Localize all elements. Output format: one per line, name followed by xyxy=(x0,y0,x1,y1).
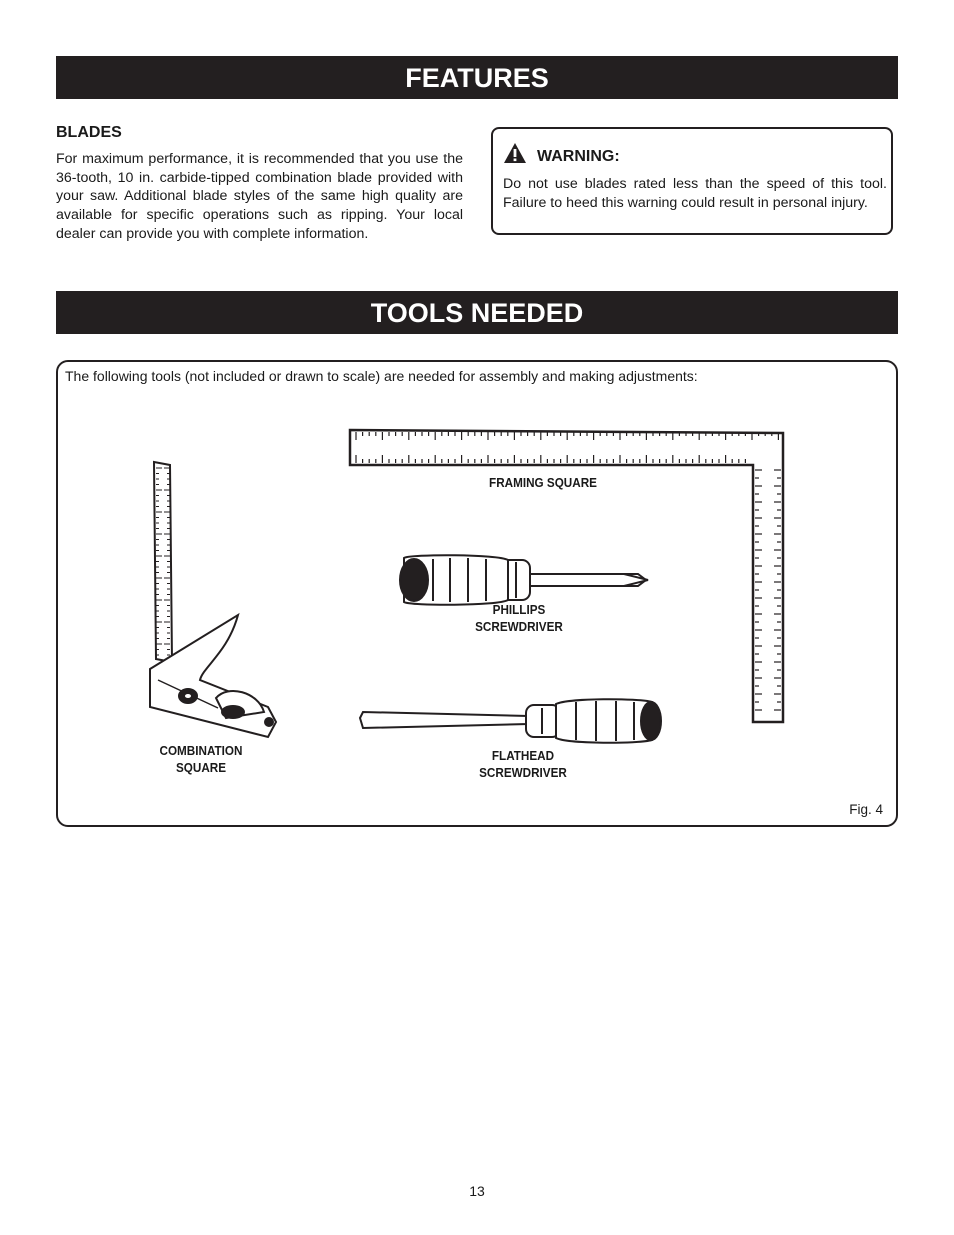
warning-text: Do not use blades rated less than the speed of this tool. Failure to heed this warning could result in personal injury. xyxy=(503,176,887,211)
flathead-screwdriver-drawing xyxy=(360,699,661,743)
tools-intro-text: The following tools (not included or drawn to scale) are needed for assembly and making adjustments: xyxy=(65,368,698,384)
features-banner: FEATURES xyxy=(56,56,898,99)
figure-label: Fig. 4 xyxy=(849,802,883,817)
flathead-label-line1: FLATHEAD xyxy=(491,748,555,763)
page-number: 13 xyxy=(469,1183,485,1199)
blades-text: For maximum performance, it is recommended that you use the 36-tooth, 10 in. carbide-tipped combination blade provided with your saw. Additional blade styles of the same high quality are available for specific operations such as ripping. Your local dealer can provide you with complete information. xyxy=(56,151,463,242)
framing-square-label: FRAMING SQUARE xyxy=(489,475,597,490)
tools-needed-banner: TOOLS NEEDED xyxy=(56,291,898,334)
warning-box xyxy=(491,127,893,235)
tools-figure-box xyxy=(56,360,898,827)
phillips-label-line2: SCREWDRIVER xyxy=(475,618,563,634)
phillips-screwdriver-label xyxy=(461,602,578,635)
combination-label-line1: COMBINATION xyxy=(159,743,243,758)
blades-heading: BLADES xyxy=(56,124,122,141)
phillips-label-line1: PHILLIPS xyxy=(492,602,546,617)
combination-square-label xyxy=(143,743,260,776)
warning-triangle-icon xyxy=(503,142,527,164)
flathead-label-line2: SCREWDRIVER xyxy=(479,764,567,780)
combination-label-line2: SQUARE xyxy=(175,759,227,775)
warning-title: WARNING: xyxy=(537,148,620,165)
phillips-screwdriver-drawing xyxy=(400,555,648,605)
flathead-screwdriver-label xyxy=(465,748,582,781)
